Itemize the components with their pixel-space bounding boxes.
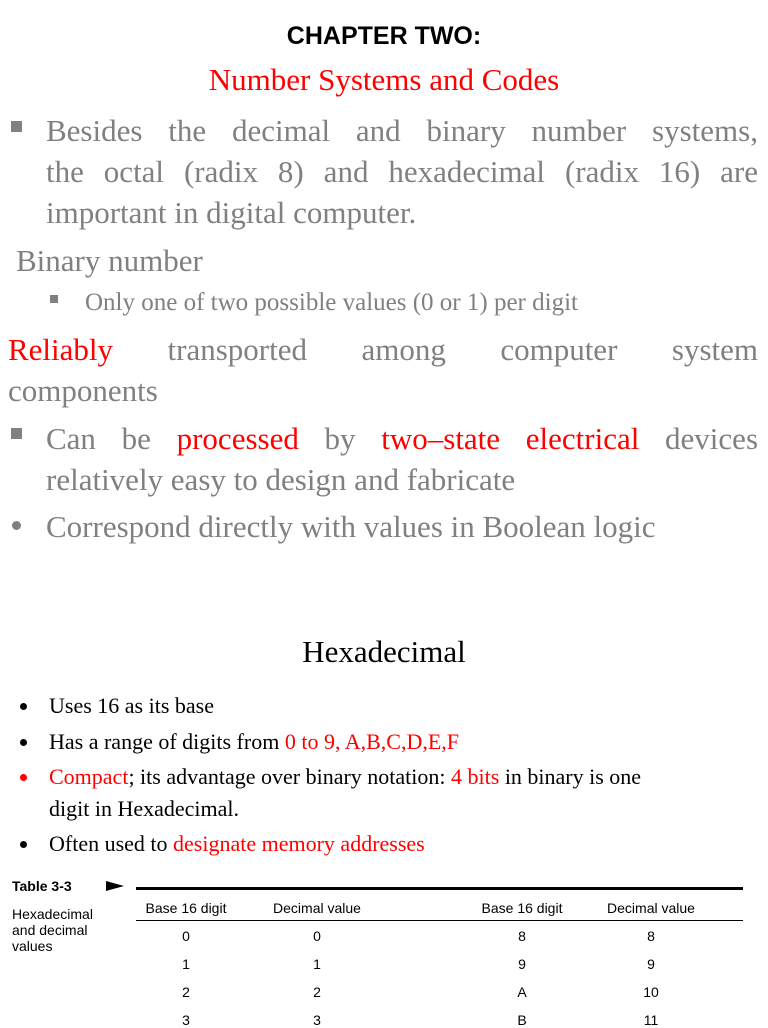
reliably-word: Reliably bbox=[8, 332, 114, 367]
processed-mid: by bbox=[324, 421, 356, 456]
intro-line-3: important in digital computer. bbox=[46, 195, 417, 230]
boolean-point: Correspond directly with values in Boolean logic bbox=[46, 509, 656, 544]
processed-post: devices bbox=[665, 421, 759, 456]
reliably-line-1 bbox=[8, 329, 758, 370]
table-caption: Hexadecimal and decimal values bbox=[12, 906, 93, 954]
chapter-subtitle: Number Systems and Codes bbox=[208, 62, 560, 97]
table-top-rule bbox=[136, 887, 743, 890]
memory-addresses: designate memory addresses bbox=[173, 831, 425, 856]
intro-line-1: Besides the decimal and binary number systems, bbox=[46, 113, 758, 148]
intro-paragraph bbox=[46, 110, 758, 233]
bullet-icon bbox=[20, 739, 27, 746]
table-cell: 9 bbox=[518, 956, 526, 972]
hex-item-4-pre: Often used to bbox=[49, 831, 174, 856]
four-bits: 4 bits bbox=[451, 764, 500, 789]
binary-heading: Binary number bbox=[16, 243, 203, 278]
round-bullet-icon bbox=[12, 521, 21, 530]
bullet-icon bbox=[20, 703, 27, 710]
binary-point-1: Only one of two possible values (0 or 1) per digit bbox=[85, 289, 578, 316]
table-header: Base 16 digit bbox=[145, 900, 227, 916]
bullet-icon bbox=[20, 841, 27, 848]
reliably-rest: transported among computer system bbox=[167, 332, 758, 367]
table-header: Base 16 digit bbox=[481, 900, 563, 916]
reliably-line-2: components bbox=[8, 373, 158, 408]
hex-item-3-line-1 bbox=[49, 761, 759, 793]
hex-digit-range: 0 to 9, A,B,C,D,E,F bbox=[284, 729, 460, 754]
hex-item-2 bbox=[49, 726, 759, 758]
hex-title: Hexadecimal bbox=[302, 634, 466, 669]
table-cell: 9 bbox=[647, 956, 655, 972]
table-cell: 2 bbox=[182, 984, 190, 1000]
table-cell: 0 bbox=[313, 928, 321, 944]
table-cell: 1 bbox=[182, 956, 190, 972]
compact-word: Compact bbox=[49, 764, 129, 789]
hex-item-3-line-2: digit in Hexadecimal. bbox=[49, 796, 239, 821]
hex-item-3 bbox=[49, 761, 759, 825]
arrow-right-icon bbox=[106, 881, 124, 891]
table-cell: 8 bbox=[647, 928, 655, 944]
hex-item-2-pre: Has a range of digits from bbox=[49, 729, 285, 754]
table-header-rule bbox=[136, 920, 743, 921]
table-label: Table 3-3 bbox=[12, 878, 72, 894]
table-header: Decimal value bbox=[273, 900, 361, 916]
bullet-icon bbox=[20, 774, 27, 781]
hex-item-1: Uses 16 as its base bbox=[49, 693, 214, 718]
square-bullet-icon bbox=[11, 428, 22, 439]
chapter-title: CHAPTER TWO: bbox=[286, 22, 482, 50]
table-cell: B bbox=[517, 1012, 527, 1028]
table-cell: 11 bbox=[643, 1012, 659, 1028]
table-cell: 3 bbox=[313, 1012, 321, 1028]
table-cell: 3 bbox=[182, 1012, 190, 1028]
square-bullet-icon bbox=[11, 121, 22, 132]
intro-line-2: the octal (radix 8) and hexadecimal (radix 16) are bbox=[46, 154, 758, 189]
table-cell: A bbox=[517, 984, 527, 1000]
square-bullet-icon bbox=[50, 295, 58, 303]
table-cell: 8 bbox=[518, 928, 526, 944]
table-cell: 0 bbox=[182, 928, 190, 944]
table-cell: 10 bbox=[643, 984, 659, 1000]
table-cell: 1 bbox=[313, 956, 321, 972]
processed-pre: Can be bbox=[46, 421, 151, 456]
hex-item-4 bbox=[49, 828, 759, 860]
table-cell: 2 bbox=[313, 984, 321, 1000]
table-header: Decimal value bbox=[607, 900, 695, 916]
processed-line-1 bbox=[46, 418, 758, 459]
two-state-electrical: two–state electrical bbox=[381, 421, 640, 456]
processed-word: processed bbox=[176, 421, 299, 456]
hex-item-3-post: in binary is one bbox=[499, 764, 642, 789]
hex-item-3-mid: ; its advantage over binary notation: bbox=[128, 764, 452, 789]
processed-line-2: relatively easy to design and fabricate bbox=[46, 462, 516, 497]
